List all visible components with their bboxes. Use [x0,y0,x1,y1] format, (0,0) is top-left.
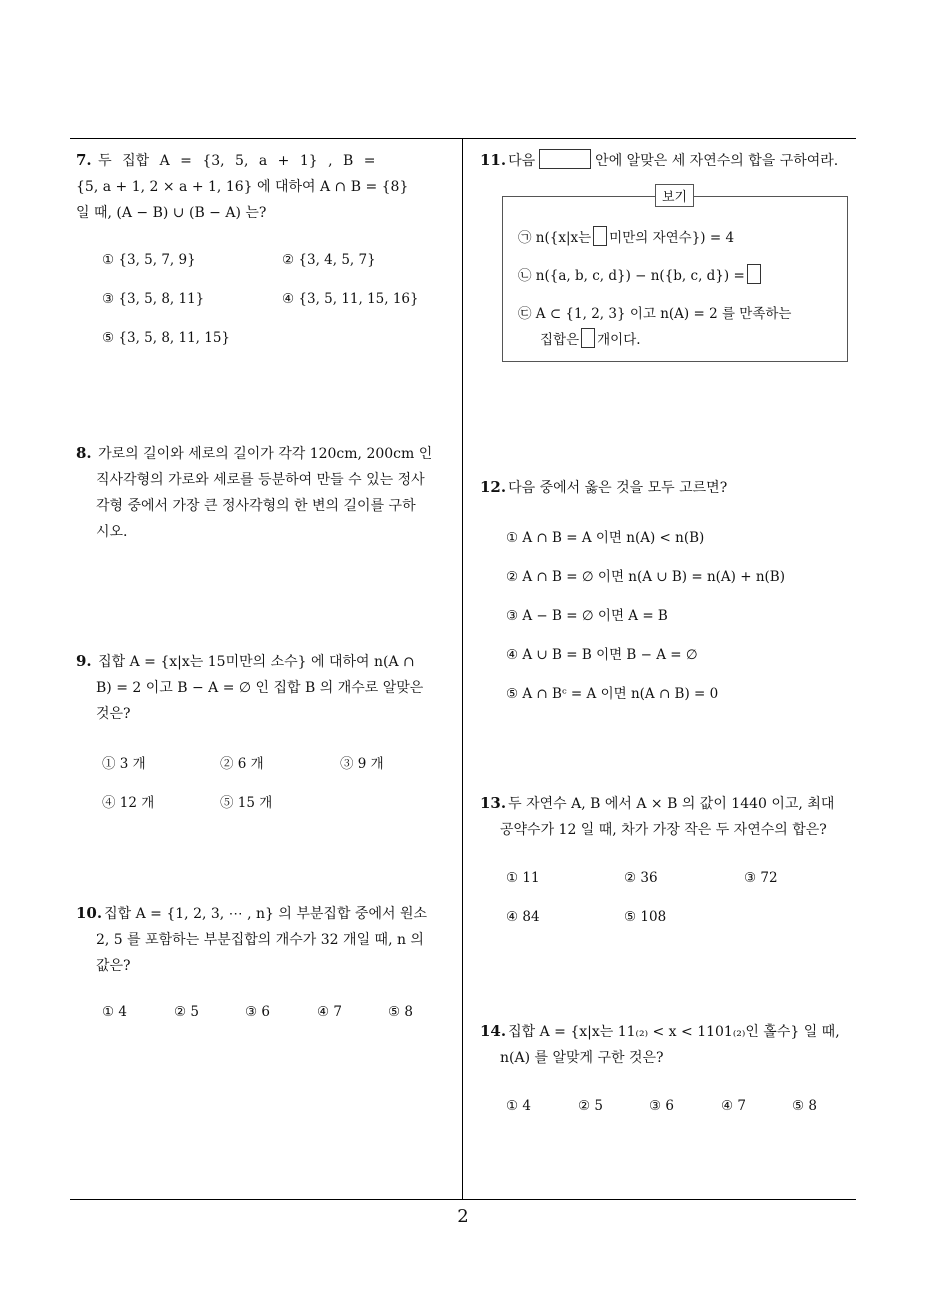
question-text: 시오. [96,524,128,540]
option-2[interactable]: ② {3, 4, 5, 7} [282,252,376,268]
question-text: 가로의 길이와 세로의 길이가 각각 120cm, 200cm 인 [98,446,433,462]
option-3[interactable]: ③ A − B = ∅ 이면 A = B [506,608,668,624]
option-4[interactable]: ④ A ∪ B = B 이면 B − A = ∅ [506,647,698,663]
option-5[interactable]: ⑤ {3, 5, 8, 11, 15} [102,330,231,346]
example-text: ㉡ n({a, b, c, d}) − n({b, c, d}) = [518,268,745,284]
answer-blank [593,226,607,246]
option-5[interactable]: ⑤ 8 [792,1098,817,1114]
option-5[interactable]: ⑤ A ∩ Bᶜ = A 이면 n(A ∩ B) = 0 [506,686,719,702]
page-number: 2 [457,1206,469,1227]
example-text: 미만의 자연수}) = 4 [609,230,735,246]
question-text: 2, 5 를 포함하는 부분집합의 개수가 32 개일 때, n 의 [96,932,424,948]
question-number: 11. [480,151,507,169]
example-item-2 [518,264,763,288]
example-item-3-cont [540,328,641,352]
question-text: n(A) 를 알맞게 구한 것은? [500,1050,664,1066]
question-text: 두 자연수 A, B 에서 A × B 의 값이 1440 이고, 최대 [508,796,835,812]
example-item-3 [518,302,791,326]
option-5[interactable]: ⑤ 108 [624,909,667,925]
question-9 [76,648,456,727]
question-text: 다음 중에서 옳은 것을 모두 고르면? [508,480,728,496]
answer-blank [747,264,761,284]
question-14 [480,1018,860,1071]
question-number: 9. [76,652,92,670]
option-1[interactable]: ① {3, 5, 7, 9} [102,252,196,268]
question-11 [480,147,860,174]
question-12 [480,474,860,501]
question-number: 13. [480,794,507,812]
option-1[interactable]: ① 4 [506,1098,531,1114]
top-rule [70,138,856,139]
question-text: 집합 A = {x|x는 11₍₂₎ < x < 1101₍₂₎인 홀수} 일 때, [508,1024,840,1040]
answer-blank [539,149,591,169]
option-3[interactable]: ③ 72 [744,870,778,886]
option-1[interactable]: ① 4 [102,1004,127,1020]
option-1[interactable]: ① 3 개 [102,756,146,772]
example-item-1 [518,226,734,250]
example-text: ㉠ n({x|x는 [518,230,592,246]
question-text: 일 때, (A − B) ∪ (B − A) 는? [76,205,267,221]
question-text: B) = 2 이고 B − A = ∅ 인 집합 B 의 개수로 알맞은 [96,680,424,696]
column-divider [462,138,463,1200]
option-3[interactable]: ③ {3, 5, 8, 11} [102,291,205,307]
question-10 [76,900,456,979]
example-text: 개이다. [597,332,641,348]
option-4[interactable]: ④ 84 [506,909,540,925]
option-3[interactable]: ③ 6 [245,1004,270,1020]
question-number: 14. [480,1022,507,1040]
option-4[interactable]: ④ 7 [317,1004,342,1020]
option-3[interactable]: ③ 9 개 [340,756,384,772]
question-number: 7. [76,151,92,169]
question-7 [76,147,454,226]
question-text: 다음 [508,153,536,169]
option-5[interactable]: ⑤ 15 개 [220,795,273,811]
question-13 [480,790,860,843]
option-4[interactable]: ④ {3, 5, 11, 15, 16} [282,291,419,307]
answer-blank [581,328,595,348]
question-text: 직사각형의 가로와 세로를 등분하여 만들 수 있는 정사 [96,472,425,488]
question-text: {5, a + 1, 2 × a + 1, 16} 에 대하여 A ∩ B = {8} [76,179,409,195]
question-8 [76,440,456,545]
question-number: 10. [76,904,103,922]
question-number: 8. [76,444,92,462]
question-text: 집합 A = {1, 2, 3, ⋯ , n} 의 부분집합 중에서 원소 [104,906,427,922]
question-text: 집합 A = {x|x는 15미만의 소수} 에 대하여 n(A ∩ [98,654,415,670]
question-text: 공약수가 12 일 때, 차가 가장 작은 두 자연수의 합은? [500,822,827,838]
question-text: 값은? [96,958,131,974]
question-number: 12. [480,478,507,496]
option-2[interactable]: ② 5 [578,1098,603,1114]
option-2[interactable]: ② A ∩ B = ∅ 이면 n(A ∪ B) = n(A) + n(B) [506,569,785,585]
option-1[interactable]: ① A ∩ B = A 이면 n(A) < n(B) [506,530,705,546]
question-text: 각형 중에서 가장 큰 정사각형의 한 변의 길이를 구하 [96,498,416,514]
question-text: 두 집합 A = {3, 5, a + 1} , B = [98,153,376,169]
option-2[interactable]: ② 5 [174,1004,199,1020]
bottom-rule [70,1199,856,1200]
option-4[interactable]: ④ 12 개 [102,795,155,811]
option-2[interactable]: ② 6 개 [220,756,264,772]
example-text: ㉢ A ⊂ {1, 2, 3} 이고 n(A) = 2 를 만족하는 [518,306,792,322]
option-4[interactable]: ④ 7 [721,1098,746,1114]
option-3[interactable]: ③ 6 [649,1098,674,1114]
example-box-title: 보기 [655,184,694,207]
example-text: 집합은 [540,332,580,348]
question-text: 것은? [96,706,131,722]
option-5[interactable]: ⑤ 8 [388,1004,413,1020]
question-text: 안에 알맞은 세 자연수의 합을 구하여라. [595,153,839,169]
option-1[interactable]: ① 11 [506,870,540,886]
option-2[interactable]: ② 36 [624,870,658,886]
